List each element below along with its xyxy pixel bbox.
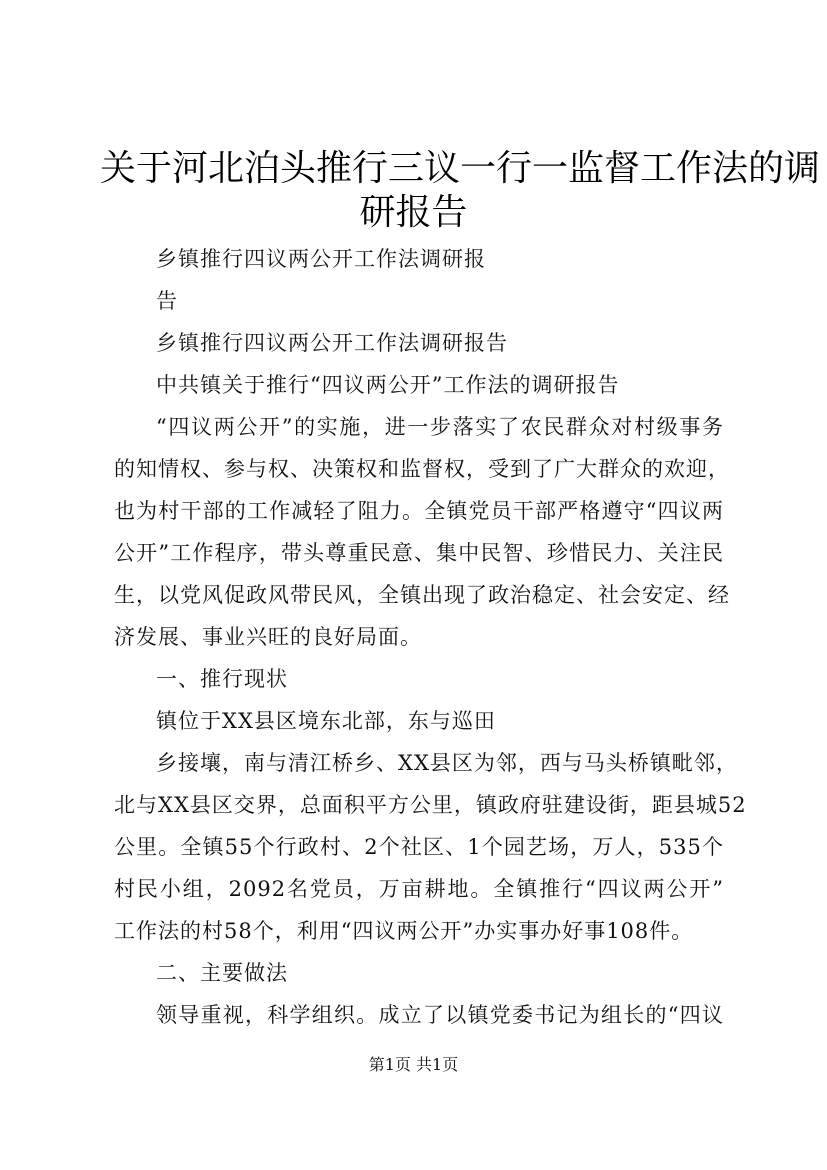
text-line: 工作法的村58个，利用“四议两公开”办实事办好事108件。 [114, 919, 694, 943]
section-heading: 一、推行现状 [156, 667, 288, 691]
text-line: 公里。全镇55个行政村、2个社区、1个园艺场，万人，535个 [114, 835, 724, 859]
text-line: 公开”工作程序，带头尊重民意、集中民智、珍惜民力、关注民 [114, 541, 724, 565]
text-line: 北与XX县区交界，总面积平方公里，镇政府驻建设街，距县城52 [114, 793, 747, 817]
text-line: 中共镇关于推行“四议两公开”工作法的调研报告 [156, 373, 620, 397]
text-line: 领导重视，科学组织。成立了以镇党委书记为组长的“四议 [156, 1003, 724, 1027]
text-line: 也为村干部的工作减轻了阻力。全镇党员干部严格遵守“四议两 [114, 499, 724, 523]
section-heading: 二、主要做法 [156, 961, 288, 985]
text-line: 乡镇推行四议两公开工作法调研报 [156, 247, 486, 271]
text-line: 村民小组，2092名党员，万亩耕地。全镇推行“四议两公开” [114, 877, 724, 901]
text-line: 乡镇推行四议两公开工作法调研报告 [156, 331, 508, 355]
text-line: 济发展、事业兴旺的良好局面。 [114, 625, 422, 649]
page-footer: 第1页 共1页 [368, 1055, 459, 1074]
text-line: 的知情权、参与权、决策权和监督权，受到了广大群众的欢迎， [114, 457, 730, 481]
text-line: 镇位于XX县区境东北部，东与巡田 [156, 709, 496, 733]
document-title-line-2: 研报告 [359, 192, 468, 233]
text-line: “四议两公开”的实施，进一步落实了农民群众对村级事务 [156, 415, 724, 439]
document-title-line-1: 关于河北泊头推行三议一行一监督工作法的调 [100, 148, 821, 189]
text-line: 生，以党风促政风带民风，全镇出现了政治稳定、社会安定、经 [114, 583, 730, 607]
text-line: 告 [156, 289, 178, 313]
text-line: 乡接壤，南与清江桥乡、XX县区为邻，西与马头桥镇毗邻， [156, 751, 738, 775]
